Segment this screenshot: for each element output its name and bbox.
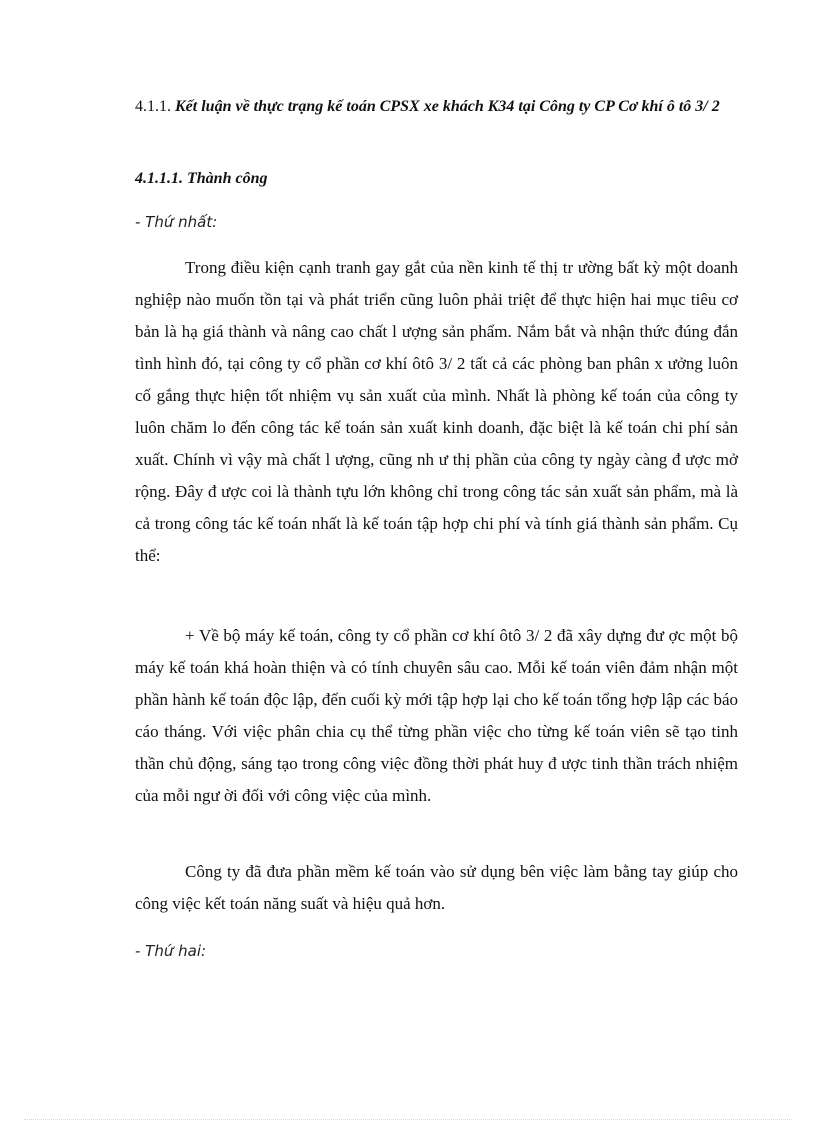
section-number: 4.1.1. bbox=[135, 98, 171, 115]
lead-first: - Thứ nhất: bbox=[135, 213, 218, 231]
section-title: Kết luận về thực trạng kế toán CPSX xe khách K34 tại Công ty CP Cơ khí ô tô 3/ 2 bbox=[175, 98, 720, 115]
paragraph-2: + Về bộ máy kế toán, công ty cổ phần cơ khí ôtô 3/ 2 đã xây dựng đư ợc một bộ máy kế toán khá hoàn thiện và có tính chuyên sâu cao. Mỗi kế toán viên đảm nhận một phần hành kế toán độc lập, đến cuối kỳ mới tập hợp lại cho kế toán tổng hợp lập các báo cáo tháng. Với việc phân chia cụ thể từng phần việc cho từng kế toán viên sẽ tạo tinh thần chủ động, sáng tạo trong công việc đồng thời phát huy đ ược tinh thần trách nhiệm của mỗi ngư ời đối với công việc của mình. bbox=[135, 626, 738, 805]
subsection-heading: 4.1.1.1. Thành công bbox=[135, 170, 268, 187]
section-heading bbox=[135, 92, 741, 122]
paragraph-3: Công ty đã đưa phần mềm kế toán vào sử dụng bên việc làm bằng tay giúp cho công việc kết toán năng suất và hiệu quả hơn. bbox=[135, 862, 738, 913]
page-bottom-divider bbox=[24, 1119, 792, 1120]
paragraph-1: Trong điều kiện cạnh tranh gay gắt của nền kinh tế thị tr ường bất kỳ một doanh nghiệp nào muốn tồn tại và phát triển cũng luôn phải triệt để thực hiện hai mục tiêu cơ bản là hạ giá thành và nâng cao chất l ượng sản phẩm. Nắm bắt và nhận thức đúng đắn tình hình đó, tại công ty cổ phần cơ khí ôtô 3/ 2 tất cả các phòng ban phân x ưởng luôn cố gắng thực hiện tốt nhiệm vụ sản xuất của mình. Nhất là phòng kế toán của công ty luôn chăm lo đến công tác kế toán sản xuất kinh doanh, đặc biệt là kế toán chi phí sản xuất. Chính vì vậy mà chất l ượng, cũng nh ư thị phần của công ty ngày càng đ ược mở rộng. Đây đ ược coi là thành tựu lớn không chỉ trong công tác sản xuất sản phẩm, mà là cả trong công tác kế toán nhất là kế toán tập hợp chi phí và tính giá thành sản phẩm. Cụ thể: bbox=[135, 258, 738, 565]
lead-second: - Thứ hai: bbox=[135, 942, 207, 960]
